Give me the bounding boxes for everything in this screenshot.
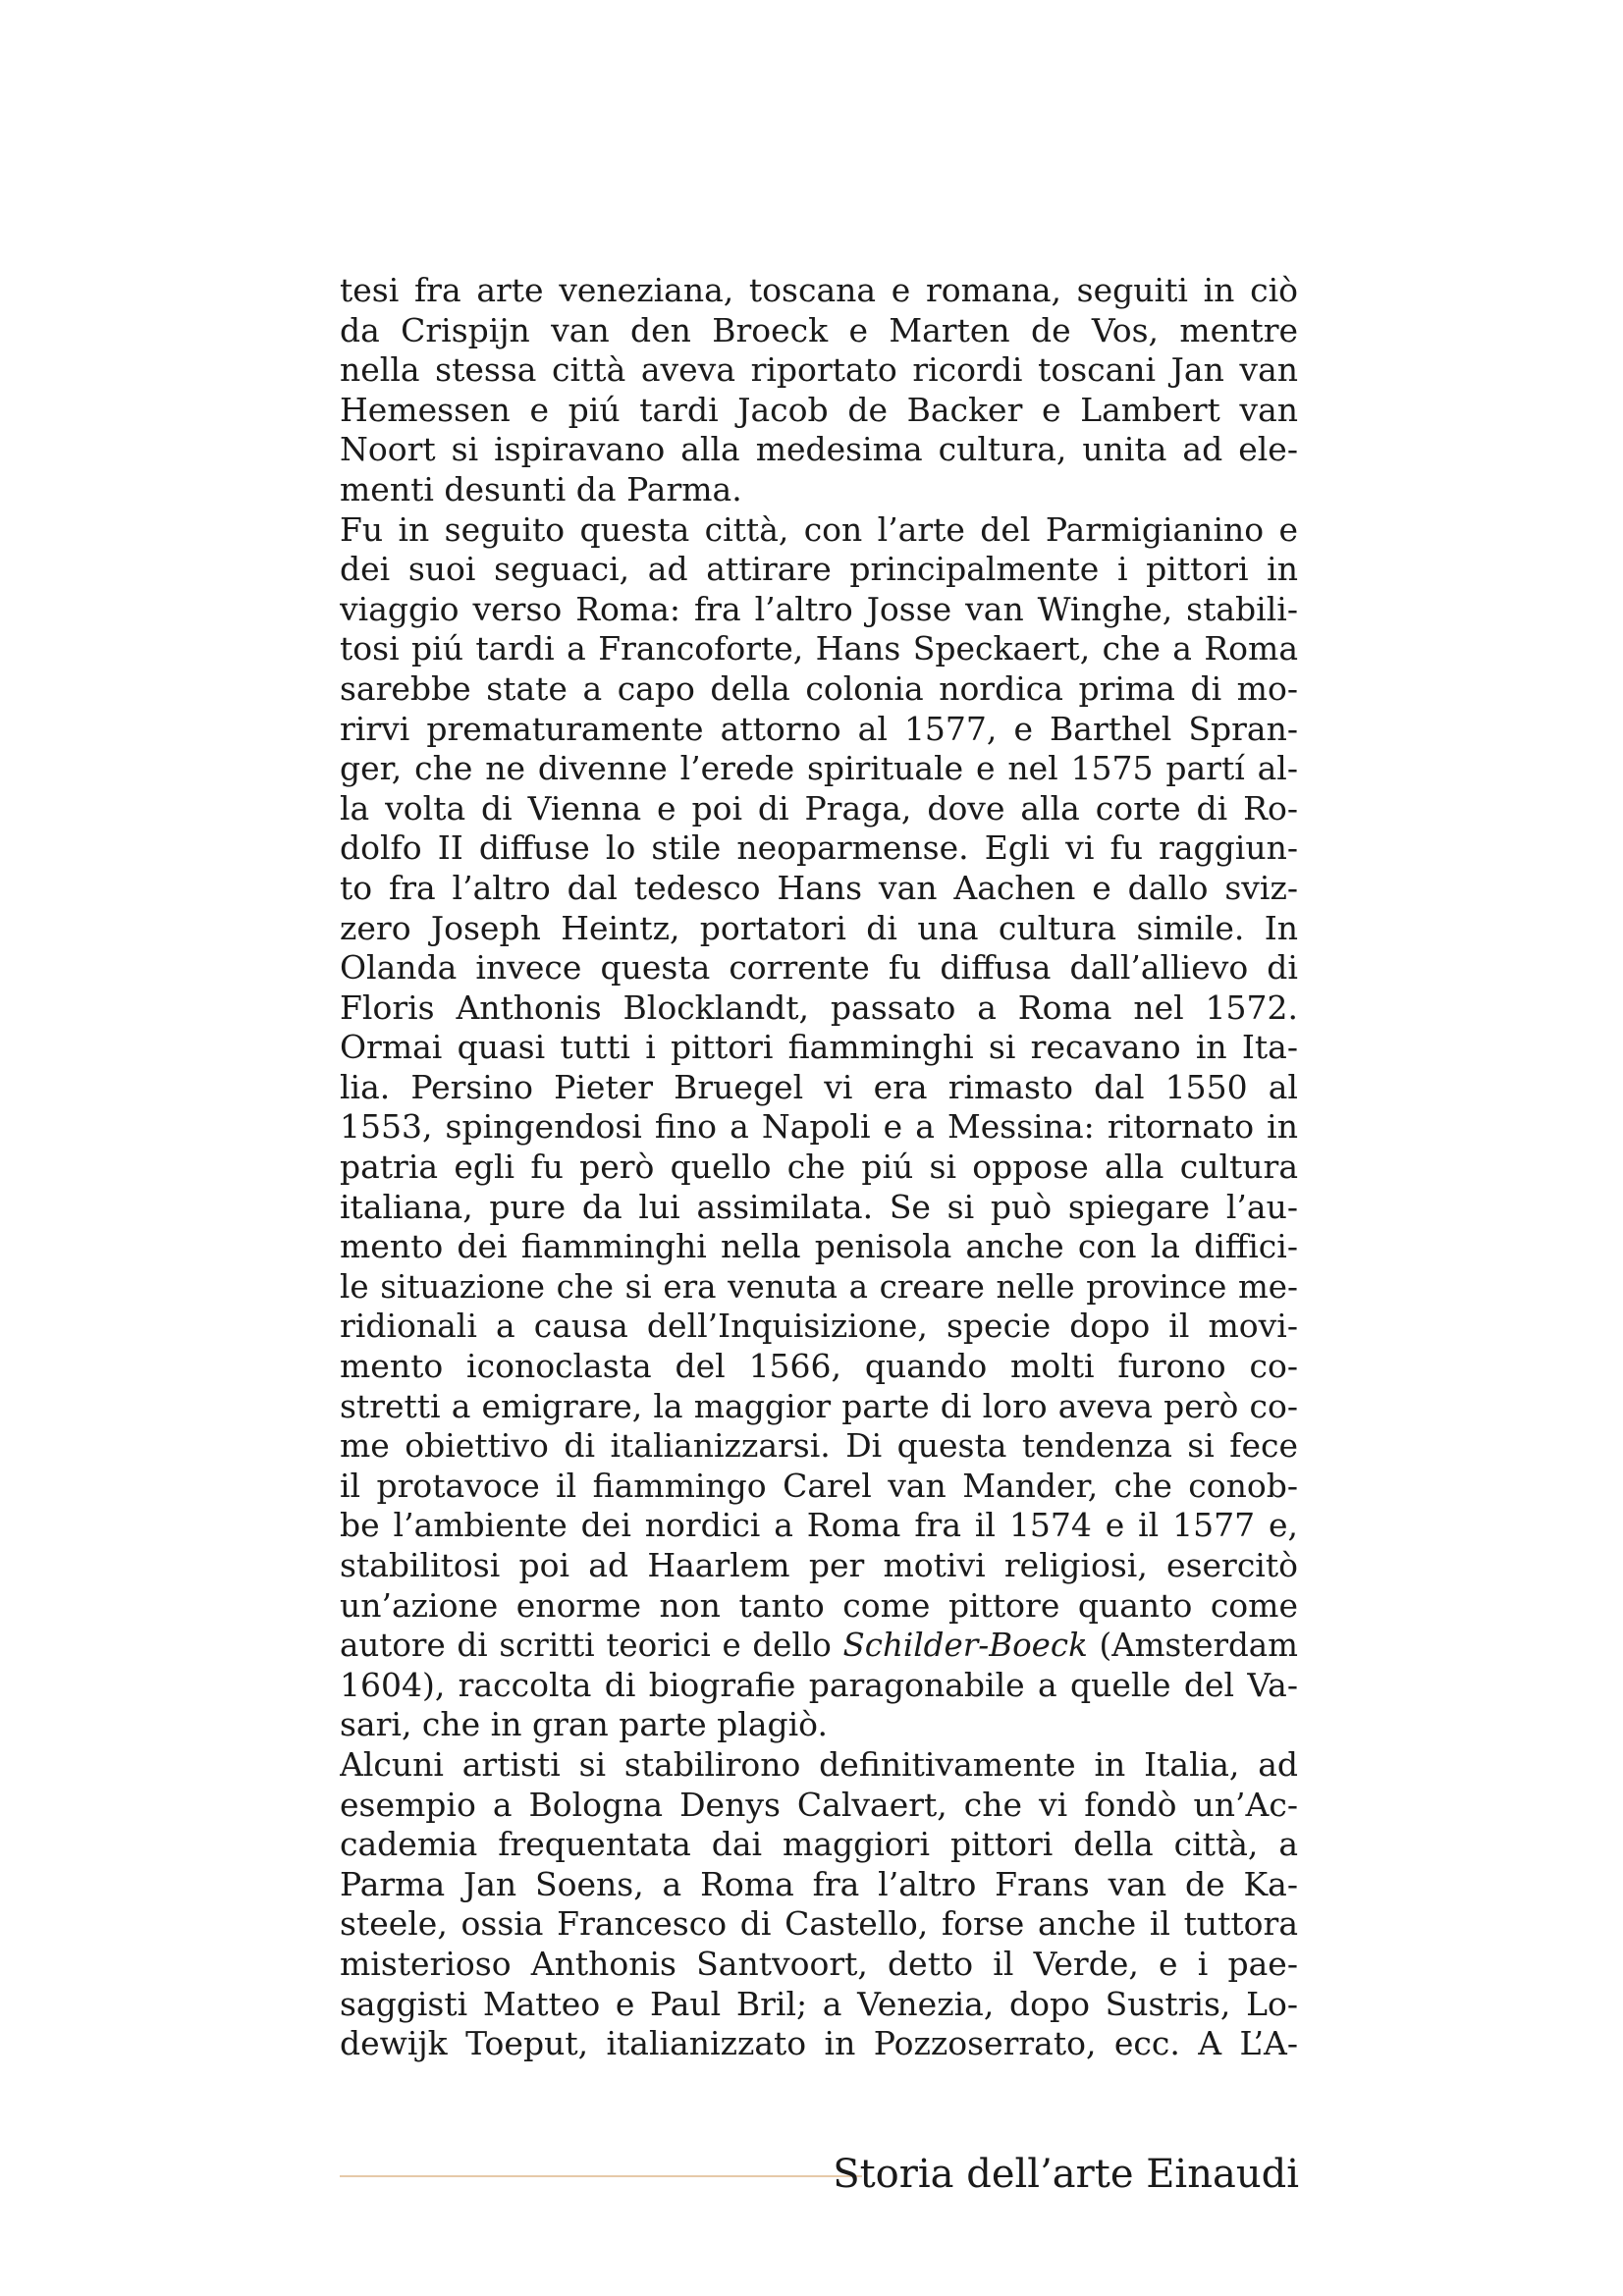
text-line	[340, 1267, 1298, 1308]
text-line	[340, 1107, 1298, 1148]
text-run: ridionali a causa dell’Inquisizione, specie dopo il movi-	[340, 1307, 1298, 1346]
text-line	[340, 1028, 1298, 1068]
text-run: (Amsterdam	[1087, 1627, 1298, 1665]
text-run: sari, che in gran parte plagiò.	[340, 1705, 828, 1744]
text-line	[340, 1148, 1298, 1188]
text-run: le situazione che si era venuta a creare nelle province me-	[340, 1267, 1298, 1306]
text-line	[340, 948, 1298, 988]
text-run: me obiettivo di italianizzarsi. Di questa tendenza si fece	[340, 1426, 1298, 1466]
text-line	[340, 1586, 1298, 1627]
text-line	[340, 1865, 1298, 1905]
text-run: dewijk Toeput, italianizzato in Pozzoserrato, ecc. A L’A-	[340, 2024, 1298, 2063]
text-run: tosi piú tardi a Francoforte, Hans Speckaert, che a Roma	[340, 629, 1298, 668]
text-run: zero Joseph Heintz, portatori di una cultura simile. In	[340, 908, 1298, 947]
text-line	[340, 1227, 1298, 1267]
text-run: dolfo II diffuse lo stile neoparmense. Egli vi fu raggiun-	[340, 828, 1298, 868]
text-line	[340, 550, 1298, 590]
text-run: to fra l’altro dal tedesco Hans van Aachen e dallo sviz-	[340, 868, 1298, 907]
footer-rule	[340, 2175, 862, 2177]
text-line	[340, 391, 1298, 431]
text-line	[340, 1546, 1298, 1586]
text-line	[340, 430, 1298, 470]
text-run: nella stessa città aveva riportato ricordi toscani Jan van	[340, 350, 1298, 390]
text-line	[340, 1426, 1298, 1467]
text-line	[340, 1387, 1298, 1427]
text-run: la volta di Vienna e poi di Praga, dove alla corte di Ro-	[340, 788, 1298, 828]
text-line	[340, 749, 1298, 789]
text-line	[340, 1786, 1298, 1826]
text-run: ger, che ne divenne l’erede spirituale e nel 1575 partí al-	[340, 749, 1298, 788]
text-line	[340, 1467, 1298, 1507]
body-text	[340, 271, 1298, 2064]
text-line	[340, 669, 1298, 710]
text-run: lia. Persino Pieter Bruegel vi era rimasto dal 1550 al	[340, 1067, 1298, 1106]
text-run: tesi fra arte veneziana, toscana e romana, seguiti in ciò	[340, 271, 1298, 309]
text-line	[340, 1506, 1298, 1546]
italic-title: Schilder-Boeck	[842, 1627, 1088, 1665]
text-line	[340, 1666, 1298, 1706]
text-run: mento dei fiamminghi nella penisola anche con la diffici-	[340, 1227, 1298, 1266]
text-run: misterioso Anthonis Santvoort, detto il Verde, e i pae-	[340, 1944, 1298, 1983]
text-line	[340, 629, 1298, 669]
text-run: Floris Anthonis Blocklandt, passato a Roma nel 1572.	[340, 988, 1298, 1027]
text-run: Parma Jan Soens, a Roma fra l’altro Frans van de Ka-	[340, 1864, 1298, 1903]
text-line	[340, 311, 1298, 351]
text-run: cademia frequentata dai maggiori pittori della città, a	[340, 1825, 1298, 1864]
text-run: stretti a emigrare, la maggior parte di loro aveva però co-	[340, 1386, 1298, 1425]
text-run: saggisti Matteo e Paul Bril; a Venezia, dopo Sustris, Lo-	[340, 1984, 1298, 2023]
text-line	[340, 1745, 1298, 1786]
footer-title: Storia dell’arte Einaudi	[833, 2152, 1299, 2197]
text-run: Fu in seguito questa città, con l’arte del Parmigianino e	[340, 509, 1298, 549]
text-line	[340, 869, 1298, 909]
text-run: menti desunti da Parma.	[340, 469, 742, 508]
text-line	[340, 710, 1298, 750]
text-line	[340, 2024, 1298, 2064]
text-line	[340, 470, 1298, 510]
text-run: sarebbe state a capo della colonia nordica prima di mo-	[340, 668, 1298, 708]
text-run: esempio a Bologna Denys Calvaert, che vi fondò un’Ac-	[340, 1785, 1298, 1824]
text-line	[340, 1307, 1298, 1347]
text-run: italiana, pure da lui assimilata. Se si può spiegare l’au-	[340, 1187, 1298, 1226]
text-line	[340, 1188, 1298, 1228]
text-run: 1553, spingendosi fino a Napoli e a Messina: ritornato in	[340, 1107, 1298, 1147]
text-line	[340, 510, 1298, 551]
text-line	[340, 1904, 1298, 1945]
text-run: autore di scritti teorici e dello	[340, 1627, 843, 1665]
text-run: patria egli fu però quello che piú si oppose alla cultura	[340, 1148, 1298, 1187]
text-line	[340, 828, 1298, 869]
text-run: Noort si ispiravano alla medesima cultura, unita ad ele-	[340, 430, 1298, 469]
text-line	[340, 988, 1298, 1029]
text-run: Ormai quasi tutti i pittori fiamminghi si recavano in Ita-	[340, 1028, 1298, 1067]
text-line	[340, 1985, 1298, 2025]
text-run: da Crispijn van den Broeck e Marten de Vos, mentre	[340, 310, 1298, 349]
text-line	[340, 909, 1298, 949]
text-line	[340, 350, 1298, 391]
text-line	[340, 590, 1298, 630]
text-line	[340, 1945, 1298, 1985]
text-run: Olanda invece questa corrente fu diffusa dall’allievo di	[340, 948, 1298, 988]
text-run: un’azione enorme non tanto come pittore quanto come	[340, 1585, 1298, 1625]
text-run: Hemessen e piú tardi Jacob de Backer e Lambert van	[340, 390, 1298, 429]
text-run: viaggio verso Roma: fra l’altro Josse van Winghe, stabili-	[340, 589, 1298, 628]
text-run: be l’ambiente dei nordici a Roma fra il 1574 e il 1577 e,	[340, 1506, 1298, 1545]
text-run: stabilitosi poi ad Haarlem per motivi religiosi, esercitò	[340, 1546, 1298, 1584]
text-line	[340, 789, 1298, 829]
text-run: il protavoce il fiammingo Carel van Mander, che conob-	[340, 1466, 1298, 1505]
text-run: mento iconoclasta del 1566, quando molti furono co-	[340, 1347, 1298, 1386]
text-run: dei suoi seguaci, ad attirare principalmente i pittori in	[340, 550, 1298, 589]
text-line	[340, 1705, 1298, 1745]
text-line	[340, 1626, 1298, 1666]
text-line	[340, 1347, 1298, 1387]
text-run: 1604), raccolta di biografie paragonabile a quelle del Va-	[340, 1665, 1298, 1704]
text-run: Alcuni artisti si stabilirono definitivamente in Italia, ad	[340, 1744, 1298, 1784]
text-line	[340, 271, 1298, 311]
text-run: steele, ossia Francesco di Castello, forse anche il tuttora	[340, 1904, 1298, 1944]
text-run: rirvi prematuramente attorno al 1577, e Barthel Spran-	[340, 709, 1298, 748]
text-line	[340, 1068, 1298, 1108]
text-line	[340, 1825, 1298, 1865]
